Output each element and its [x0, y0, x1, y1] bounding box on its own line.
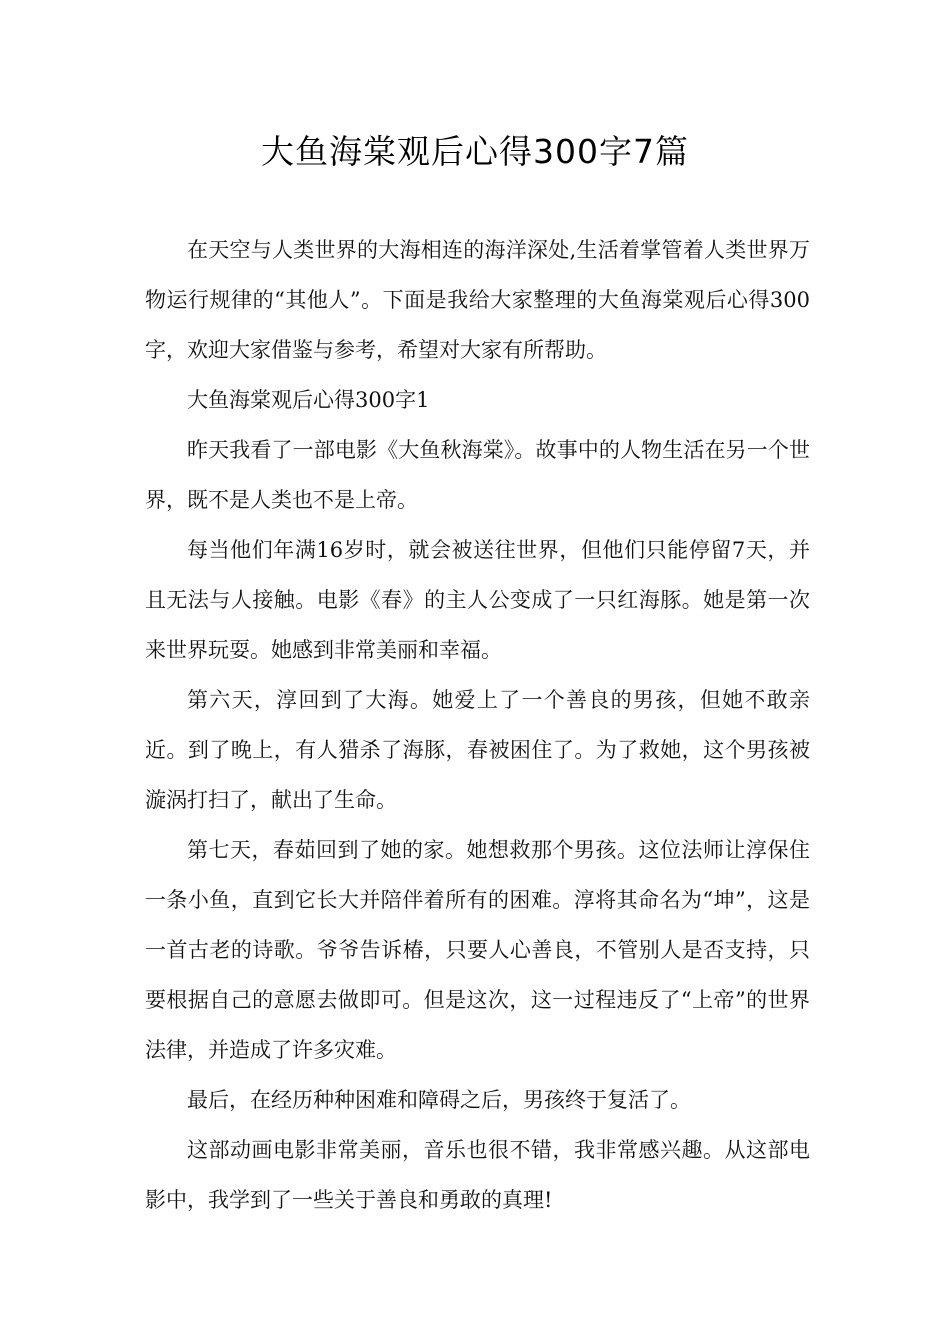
document-title: 大鱼海棠观后心得300字7篇 — [261, 132, 689, 171]
paragraph: 这部动画电影非常美丽，音乐也很不错，我非常感兴趣。从这部电影中，我学到了一些关于善良和勇敢的真理! — [145, 1138, 810, 1212]
paragraph: 每当他们年满16岁时，就会被送往世界，但他们只能停留7天，并且无法与人接触。电影《春》的主人公变成了一只红海豚。她是第一次来世界玩耍。她感到非常美丽和幸福。 — [145, 538, 810, 662]
paragraph: 昨天我看了一部电影《大鱼秋海棠》。故事中的人物生活在另一个世界，既不是人类也不是上帝。 — [145, 438, 810, 512]
paragraph: 第七天，春茹回到了她的家。她想救那个男孩。这位法师让淳保住一条小鱼，直到它长大并陪伴着所有的困难。淳将其命名为“坤”，这是一首古老的诗歌。爷爷告诉椿，只要人心善良，不管别人是否支持，只要根据自己的意愿去做即可。但是这次，这一过程违反了“上帝”的世界法律，并造成了许多灾难。 — [145, 838, 810, 1062]
document-body — [145, 225, 810, 1225]
paragraph: 最后，在经历种种困难和障碍之后，男孩终于复活了。 — [187, 1088, 691, 1112]
paragraph: 第六天，淳回到了大海。她爱上了一个善良的男孩，但她不敢亲近。到了晚上，有人猎杀了海豚，春被困住了。为了救她，这个男孩被漩涡打扫了，献出了生命。 — [145, 688, 810, 812]
paragraph-intro: 在天空与人类世界的大海相连的海洋深处,生活着掌管着人类世界万物运行规律的“其他人”。下面是我给大家整理的大鱼海棠观后心得300字，欢迎大家借鉴与参考，希望对大家有所帮助。 — [145, 238, 810, 362]
section-heading: 大鱼海棠观后心得300字1 — [187, 388, 430, 412]
